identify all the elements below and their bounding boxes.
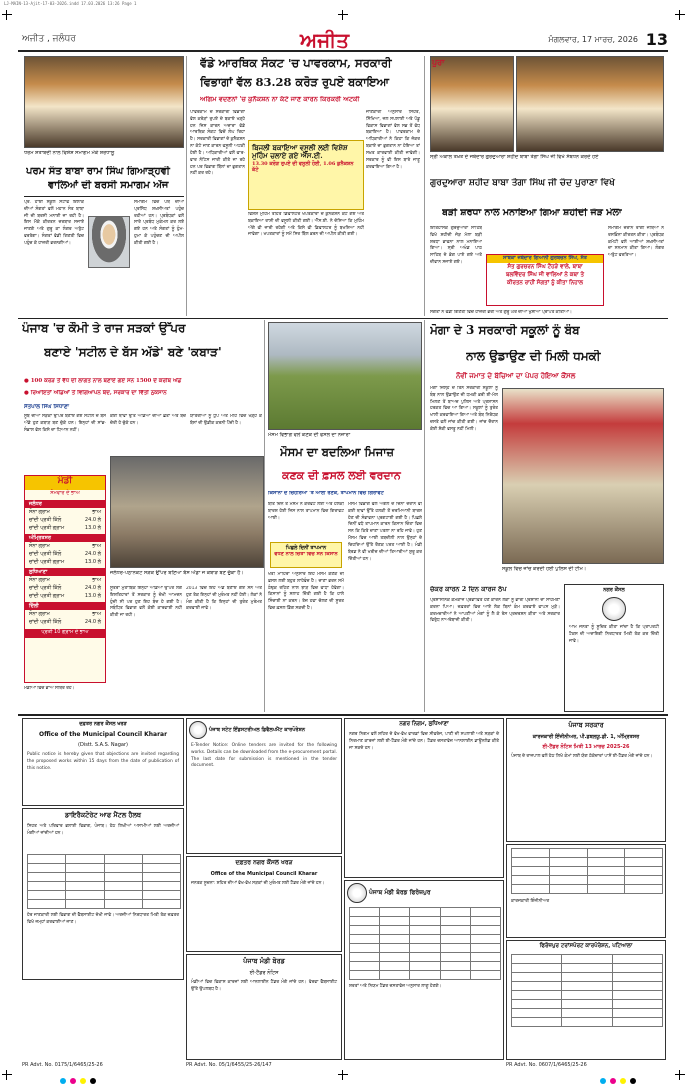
- table-cell: [66, 855, 104, 864]
- table-cell: [549, 876, 587, 885]
- seal-emblem: [602, 597, 626, 621]
- body-text: ਮੰਡੀਆਂ ਵਿਚ ਭਾਅ ਸਥਿਰ ਰਹੇ।: [24, 686, 75, 691]
- quote-line: ਵਧਣ ਨਾਲ ਚਿੰਤਾ ਵਿਚ ਸਨ ਕਿਸਾਨ: [274, 551, 338, 557]
- photo-caption: ਜਲੰਧਰ-ਪਠਾਨਕੋਟ ਸੜਕ ਉੱਪਰ ਬਣਿਆ ਬੱਸ ਅੱਡਾ ਜੋ ਕਬਾੜ ਬਣ ਚੁੱਕਾ ਹੈ।: [110, 570, 244, 576]
- table-cell: [512, 876, 550, 885]
- table-cell: [612, 982, 662, 991]
- table-cell: [612, 1018, 662, 1027]
- table-cell: [410, 944, 440, 953]
- seal-emblem: [347, 883, 367, 903]
- table-cell: [380, 917, 410, 926]
- table-cell: [104, 864, 142, 873]
- table-cell: [142, 873, 180, 882]
- table-cell: [66, 864, 104, 873]
- table-cell: [612, 973, 662, 982]
- registration-black: [630, 1078, 636, 1084]
- mandi-price: ਭਾਅ: [92, 611, 101, 617]
- table-cell: [410, 917, 440, 926]
- ferozepur-ad: [344, 880, 504, 1060]
- table-cell: [410, 962, 440, 971]
- ad-notice-line: ਈ-ਟੈਂਡਰ ਨੋਟਿਸ ਮਿਤੀ 13 ਮਾਰਚ 2025-26: [542, 744, 630, 750]
- body-text: ਕਈ ਥਾਵਾਂ ਉੱਤੇ ਅੱਡਿਆਂ ਦੀਆਂ ਛੱਤਾਂ ਅਤੇ ਬੈਂਚ ਚੋਰੀ ਹੋ ਚੁੱਕੇ ਹਨ।: [110, 414, 186, 426]
- mandi-item: ਚਾਂਦੀ ਪ੍ਰਤੀ ਗ੍ਰਾਮ: [29, 525, 65, 531]
- table-cell: [410, 908, 440, 917]
- mandi-rate-row: [25, 516, 105, 524]
- body-text: ਵਿਸ਼ੇਸ਼ ਮੁਹਿੰਮ ਤਹਿਤ ਡਿਫਾਲਟਰ ਖਪਤਕਾਰਾਂ ਦੇ ਕੁਨੈਕਸ਼ਨ ਕੱਟੇ ਗਏ ਅਤੇ ਬਕਾਇਆ ਰਾਸ਼ੀ ਦੀ ਵਸੂਲੀ ਕੀਤੀ ਗਈ। ਐੱਸ.ਈ. ਨੇ ਦੱਸਿਆ ਕਿ ਮੁਹਿੰਮ ਅੱਗੇ ਵੀ ਜਾਰੀ ਰਹੇਗੀ ਅਤੇ ਕਿਸੇ ਵੀ ਡਿਫਾਲਟਰ ਨੂੰ ਬਖਸ਼ਿਆ ਨਹੀਂ ਜਾਵੇਗਾ। ਖਪਤਕਾਰਾਂ ਨੂੰ ਸਮੇਂ ਸਿਰ ਬਿੱਲ ਭਰਨ ਦੀ ਅਪੀਲ ਕੀਤੀ ਗਈ।: [248, 212, 364, 238]
- mandi-item: ਸੋਨਾ ਗ੍ਰਾਮ: [29, 611, 50, 617]
- divider: [18, 318, 668, 319]
- table-cell: [562, 964, 612, 973]
- pwd-table-ad: [506, 844, 666, 938]
- ad-title: ਨਗਰ ਕੌਂਸਲ: [603, 587, 625, 593]
- table-cell: [350, 917, 380, 926]
- section-kicker: ਪੂਰਾ: [432, 58, 445, 67]
- photo-caption: ਸਕੂਲ ਵਿਚ ਜਾਂਚ ਕਰਦੀ ਹੋਈ ਪੁਲਿਸ ਦੀ ਟੀਮ।: [502, 566, 587, 572]
- registration-magenta: [70, 1078, 76, 1084]
- body-text: ਸਮਾਗਮ ਦੌਰਾਨ ਰਾਗੀ ਜਥਿਆਂ ਨੇ ਰਸਭਿੰਨਾ ਕੀਰਤਨ ਕੀਤਾ। ਪ੍ਰਬੰਧਕ ਕਮੇਟੀ ਵਲੋਂ ਆਈਆਂ ਸ਼ਖ਼ਸੀਅਤਾਂ ਦਾ ਸਨਮਾਨ ਕੀਤਾ ਗਿਆ। ਲੰਗਰ ਅਤੁੱਟ ਵਰਤਿਆ।: [608, 226, 664, 259]
- headline: ਮੋਗਾ ਦੇ 3 ਸਰਕਾਰੀ ਸਕੂਲਾਂ ਨੂੰ ਬੰਬ: [430, 324, 580, 337]
- seal-emblem: [189, 721, 207, 739]
- mandi-city: ਲੁਧਿਆਣਾ: [25, 568, 105, 576]
- headline: ਵੱਡੇ ਆਰਥਿਕ ਸੰਕਟ 'ਚ ਪਾਵਰਕਾਮ, ਸਰਕਾਰੀ: [200, 57, 392, 70]
- box-line: ਸੰਤ ਗੁਰਚਰਨ ਸਿੰਘ ਟੌਹੜੇ ਵਾਲੇ, ਬਾਬਾ: [507, 263, 583, 270]
- mandi-item: ਚਾਂਦੀ ਪ੍ਰਤੀ ਕਿੱਲੋ: [29, 517, 62, 523]
- ad-body: ਸਿਹਤ ਅਤੇ ਪਰਿਵਾਰ ਭਲਾਈ ਵਿਭਾਗ, ਪੰਜਾਬ। ਹੇਠ ਲਿਖੀਆਂ ਅਸਾਮੀਆਂ ਲਈ ਅਰਜ਼ੀਆਂ ਮੰਗੀਆਂ ਜਾਂਦੀਆਂ ਹਨ।: [27, 824, 179, 836]
- registration-black: [90, 1078, 96, 1084]
- table-cell: [470, 908, 500, 917]
- kharar-ad: [186, 856, 342, 952]
- inset-subtitle: 13.30 ਕਰੋੜ ਰੁਪਏ ਦੀ ਵਸੂਲੀ ਹੋਈ, 1.06 ਕੁਨੈਕਸ਼ਨ ਕੱਟੇ: [252, 161, 354, 173]
- table-cell: [562, 982, 612, 991]
- mandi-rate-row: [25, 542, 105, 550]
- table-cell: [410, 971, 440, 980]
- ad-body: ਹੋਰ ਜਾਣਕਾਰੀ ਲਈ ਵਿਭਾਗ ਦੀ ਵੈੱਬਸਾਈਟ ਦੇਖੀ ਜਾਵੇ। ਅਰਜ਼ੀਆਂ ਨਿਰਧਾਰਤ ਮਿਤੀ ਤੱਕ ਦਫ਼ਤਰ ਵਿਖੇ ਜਮ੍ਹਾਂ ਕਰਵਾਈਆਂ ਜਾਣ।: [27, 913, 179, 925]
- table-cell: [587, 858, 625, 867]
- ad-subtitle: ਕਾਰਜਕਾਰੀ ਇੰਜੀਨੀਅਰ, ਪੀ.ਡਬਲਯੂ.ਡੀ. 1, ਅੰਮ੍ਰਿਤਸਰ: [532, 734, 640, 740]
- table-cell: [380, 971, 410, 980]
- mandi-price: ਭਾਅ: [92, 509, 101, 515]
- registration-yellow: [80, 1078, 86, 1084]
- table-cell: [470, 917, 500, 926]
- mandi-groups: [25, 500, 105, 626]
- body-text: 2013 ਵਿਚ ਇਹ ਅੱਡੇ ਬਣਾਏ ਗਏ ਸਨ ਅਤੇ ਹੁਣ ਤੱਕ ਇਨ੍ਹਾਂ ਦੀ ਮੁਰੰਮਤ ਨਹੀਂ ਹੋਈ। ਲੋਕਾਂ ਨੇ ਮੰਗ ਕੀਤੀ ਹੈ ਕਿ ਇਨ੍ਹਾਂ ਦੀ ਤੁਰੰਤ ਮੁਰੰਮਤ ਕਰਵਾਈ ਜਾਵੇ।: [186, 586, 262, 612]
- ceremony-photo: [24, 56, 184, 148]
- ad-table: [349, 907, 501, 980]
- table-cell: [66, 882, 104, 891]
- body-text: ਮੌਸਮ ਵਿਭਾਗ ਵਲੋਂ ਅਗਲੇ ਦੋ ਦਿਨਾਂ ਦੌਰਾਨ ਵੀ ਕਈ ਥਾਵਾਂ ਉੱਤੇ ਹਲਕੀ ਤੋਂ ਦਰਮਿਆਨੀ ਬਾਰਸ਼ ਹੋਣ ਦੀ ਸੰਭਾਵਨਾ ਪ੍ਰਗਟਾਈ ਗਈ ਹੈ। ਪਿਛਲੇ ਦਿਨੀਂ ਵਧੇ ਤਾਪਮਾਨ ਕਾਰਨ ਕਿਸਾਨ ਚਿੰਤਾ ਵਿਚ ਸਨ ਕਿ ਕਿਤੇ ਦਾਣਾ ਪਤਲਾ ਨਾ ਰਹਿ ਜਾਵੇ। ਹੁਣ ਮੌਸਮ ਵਿਚ ਆਈ ਤਬਦੀਲੀ ਨਾਲ ਉਨ੍ਹਾਂ ਦੇ ਚਿਹਰਿਆਂ ਉੱਤੇ ਰੌਣਕ ਪਰਤ ਆਈ ਹੈ। ਮੰਡੀ ਬੋਰਡ ਨੇ ਵੀ ਖਰੀਦ ਦੀਆਂ ਤਿਆਰੀਆਂ ਸ਼ੁਰੂ ਕਰ ਦਿੱਤੀਆਂ ਹਨ।: [348, 502, 422, 562]
- table-cell: [28, 855, 66, 864]
- table-cell: [66, 900, 104, 909]
- pr-number: PR Advt. No. 05/1/6455/25-26/147: [186, 1062, 272, 1068]
- body-text: ਖੇਤੀ ਮਾਹਿਰਾਂ ਅਨੁਸਾਰ ਇਹ ਮੌਸਮ ਕਣਕ ਦੀ ਫ਼ਸਲ ਲਈ ਬਹੁਤ ਲਾਹੇਵੰਦ ਹੈ। ਦਾਣਾ ਭਰਨ ਸਮੇਂ ਠੰਢਕ ਰਹਿਣ ਨਾਲ ਝਾੜ ਵਿਚ ਵਾਧਾ ਹੋਵੇਗਾ। ਕਿਸਾਨਾਂ ਨੂੰ ਸਲਾਹ ਦਿੱਤੀ ਗਈ ਹੈ ਕਿ ਹਾਲੇ ਸਿੰਚਾਈ ਨਾ ਕਰਨ। ਤੇਜ਼ ਹਵਾ ਚੱਲਣ ਦੀ ਸੂਰਤ ਵਿਚ ਫ਼ਸਲ ਡਿੱਗ ਸਕਦੀ ਹੈ।: [268, 572, 344, 612]
- table-cell: [350, 971, 380, 980]
- table-cell: [470, 926, 500, 935]
- bullet-point: [24, 378, 262, 384]
- box-line: ਕੀਰਤਨ ਰਾਹੀਂ ਸੰਗਤਾਂ ਨੂੰ ਕੀਤਾ ਨਿਹਾਲ: [507, 280, 583, 287]
- headline: ਪਰਮ ਸੰਤ ਬਾਬਾ ਰਾਮ ਸਿੰਘ ਗਿਆੜ੍ਹਵੀ: [26, 166, 170, 177]
- table-cell: [587, 876, 625, 885]
- masthead-logo: ਅਜੀਤ: [300, 28, 350, 52]
- table-cell: [549, 858, 587, 867]
- mandi-city: ਦਿੱਲੀ: [25, 602, 105, 610]
- mandi-price: 24.0 ਲੱ: [84, 517, 101, 523]
- column-rule: [186, 56, 187, 316]
- mandi-rate-row: [25, 558, 105, 566]
- ad-title: ਪੰਜਾਬ ਸਰਕਾਰ: [568, 721, 604, 729]
- mandi-title: ਮੰਡੀ: [25, 476, 105, 490]
- table-cell: [104, 855, 142, 864]
- table-cell: [612, 1000, 662, 1009]
- table-cell: [512, 991, 562, 1000]
- ad-title: ਦਫ਼ਤਰ ਨਗਰ ਕੌਂਸਲ ਖਰੜ: [79, 721, 127, 727]
- mandi-rate-row: [25, 592, 105, 600]
- table-cell: [587, 885, 625, 894]
- body-text: ਮੋਗਾ ਜ਼ਿਲ੍ਹੇ ਦੇ ਤਿੰਨ ਸਰਕਾਰੀ ਸਕੂਲਾਂ ਨੂੰ ਬੰਬ ਨਾਲ ਉਡਾਉਣ ਦੀ ਧਮਕੀ ਭਰੀ ਈ-ਮੇਲ ਮਿਲਣ ਤੋਂ ਬਾਅਦ ਪੁਲਿਸ ਅਤੇ ਪ੍ਰਸ਼ਾਸਨ ਹਰਕਤ ਵਿਚ ਆ ਗਿਆ। ਸਕੂਲਾਂ ਨੂੰ ਤੁਰੰਤ ਖਾਲੀ ਕਰਵਾਇਆ ਗਿਆ ਅਤੇ ਬੰਬ ਨਿਰੋਧਕ ਦਸਤੇ ਵਲੋਂ ਜਾਂਚ ਕੀਤੀ ਗਈ। ਜਾਂਚ ਦੌਰਾਨ ਕੋਈ ਸ਼ੱਕੀ ਵਸਤੂ ਨਹੀਂ ਮਿਲੀ।: [430, 386, 498, 432]
- ad-body: ਕਾਰਜਕਾਰੀ ਇੰਜੀਨੀਅਰ: [511, 899, 550, 904]
- table-cell: [562, 1009, 612, 1018]
- notice-ad: [564, 584, 664, 712]
- table-cell: [350, 953, 380, 962]
- table-cell: [625, 849, 663, 858]
- table-cell: [549, 885, 587, 894]
- table-cell: [380, 908, 410, 917]
- table-cell: [410, 935, 440, 944]
- quote-box: [270, 542, 342, 568]
- print-slug: LJ-MAIN-13-Ajit-17-03-2026.indd 17.03.2026 13:26 Page 1: [4, 1, 137, 6]
- mandi-city: ਜਲੰਧਰ: [25, 500, 105, 508]
- subheadline: ਨੌਵੀਂ ਜਮਾਤ ਦੇ ਬੱਚਿਆਂ ਦਾ ਪੇਪਰ ਹੋਇਆ ਕੈਂਸਲ: [456, 372, 576, 380]
- mandi-price: 13.0 ਲੱ: [84, 593, 101, 599]
- photo-caption: ਧਰਮ ਸ਼ਤਾਬਦੀ ਨਾਲ ਵਿਸ਼ੇਸ਼ ਸਮਾਗਮ ਮੌਕੇ ਸ਼ਰਧਾਲੂ: [24, 150, 115, 156]
- mandi-price: 13.0 ਲੱ: [84, 525, 101, 531]
- inset-title: ਬਿਜਲੀ ਬਕਾਇਆ ਵਸੂਲੀ ਲਈ ਵਿਸ਼ੇਸ਼ ਮੁਹਿੰਮ ਚਲਾਏ ਗਏ ਐੱਸ.ਈ.: [252, 143, 348, 161]
- table-cell: [28, 900, 66, 909]
- body-text: ਸੂਬੇ ਦੀਆਂ ਸੜਕਾਂ ਉੱਪਰ ਬਣਾਏ ਗਏ ਸਟੀਲ ਦੇ ਬੱਸ ਅੱਡੇ ਹੁਣ ਕਬਾੜ ਬਣ ਚੁੱਕੇ ਹਨ। ਇਨ੍ਹਾਂ ਦੀ ਸਾਂਭ-ਸੰਭਾਲ ਵੱਲ ਕਿਸੇ ਦਾ ਧਿਆਨ ਨਹੀਂ।: [24, 414, 106, 433]
- table-cell: [625, 867, 663, 876]
- table-cell: [470, 971, 500, 980]
- table-cell: [470, 935, 500, 944]
- box-line: ਬਲਵਿੰਦਰ ਸਿੰਘ ਜੀ ਵਾਲਿਆਂ ਨੇ ਕਥਾ ਤੇ: [506, 272, 584, 279]
- table-cell: [612, 955, 662, 964]
- table-cell: [440, 917, 470, 926]
- table-cell: [104, 882, 142, 891]
- column-rule: [424, 320, 425, 712]
- portrait-photo: [88, 216, 130, 268]
- ad-header: [187, 719, 341, 741]
- table-cell: [512, 973, 562, 982]
- ad-subtitle: Office of the Municipal Council Kharar: [210, 871, 318, 877]
- mandi-rates-box: [24, 475, 106, 683]
- bus-stand-photo: [110, 456, 264, 568]
- ad-body: ਜਨਤਕ ਸੂਚਨਾ: ਸ਼ਹਿਰ ਦੀਆਂ ਵੱਖ-ਵੱਖ ਸੜਕਾਂ ਦੀ ਮੁਰੰਮਤ ਲਈ ਟੈਂਡਰ ਮੰਗੇ ਜਾਂਦੇ ਹਨ।: [191, 881, 325, 886]
- table-cell: [562, 973, 612, 982]
- table-cell: [612, 1009, 662, 1018]
- crop-mark: [675, 10, 685, 20]
- mandi-price: ਭਾਅ: [92, 577, 101, 583]
- quote-line: ਪਿਛਲੇ ਦਿਨੀਂ ਤਾਪਮਾਨ: [285, 545, 327, 551]
- ad-title: ਫਿਰੋਜ਼ਪੁਰ ਟਰਾਂਸਪੋਰਟ ਕਾਰਪੋਰੇਸ਼ਨ, ਪਟਿਆਲਾ: [539, 943, 633, 949]
- ad-header: [345, 881, 503, 905]
- masthead-section: ਅਜੀਤ , ਜਲੰਧਰ: [22, 34, 76, 44]
- ad-body: ਪੰਜਾਬ ਦੇ ਰਾਜਪਾਲ ਵਲੋਂ ਹੇਠ ਲਿਖੇ ਕੰਮਾਂ ਲਈ ਯੋਗ ਠੇਕੇਦਾਰਾਂ ਪਾਸੋਂ ਈ-ਟੈਂਡਰ ਮੰਗੇ ਜਾਂਦੇ ਹਨ।: [511, 754, 653, 759]
- ad-table: [511, 954, 663, 1027]
- table-cell: [104, 891, 142, 900]
- ad-subtitle: ਈ-ਟੈਂਡਰ ਨੋਟਿਸ: [249, 970, 279, 976]
- mandi-item: ਸੋਨਾ ਗ੍ਰਾਮ: [29, 543, 50, 549]
- ad-body: Public notice is hereby given that objections are invited regarding the proposed works within 15 days from the date of publication of this notice.: [27, 752, 179, 771]
- table-cell: [512, 885, 550, 894]
- table-cell: [142, 864, 180, 873]
- ad-title: ਦਫ਼ਤਰ ਨਗਰ ਕੌਂਸਲ ਖਰੜ: [235, 859, 293, 866]
- gathering-photo: [516, 56, 664, 152]
- table-cell: [350, 962, 380, 971]
- mandi-rate-row: [25, 550, 105, 558]
- crop-mark: [2, 10, 12, 20]
- registration-magenta: [610, 1078, 616, 1084]
- headline: ਵਾਲਿਆਂ ਦੀ ਬਰਸੀ ਸਮਾਗਮ ਅੱਜ: [48, 180, 169, 191]
- headline: ਬੜੀ ਸ਼ਰਧਾ ਨਾਲ ਮਨਾਇਆ ਗਿਆ ਸ਼ਹੀਦੀ ਜੋੜ ਮੇਲਾ: [442, 208, 622, 218]
- photo-caption: ਮੌਸਮ ਵਿਭਾਗ ਵਲੋਂ ਕਣਕ ਦੀ ਫਸਲ ਦਾ ਨਜ਼ਾਰਾ: [268, 432, 351, 438]
- table-cell: [440, 971, 470, 980]
- mandi-rate-row: [25, 584, 105, 592]
- mandi-item: ਚਾਂਦੀ ਪ੍ਰਤੀ ਕਿੱਲੋ: [29, 619, 62, 625]
- table-cell: [380, 935, 410, 944]
- table-cell: [440, 944, 470, 953]
- mandi-price: 24.0 ਲੱ: [84, 551, 101, 557]
- ad-body: ਨਗਰ ਨਿਗਮ ਵਲੋਂ ਸ਼ਹਿਰ ਦੇ ਵੱਖ-ਵੱਖ ਵਾਰਡਾਂ ਵਿਚ ਸੀਵਰੇਜ, ਪਾਣੀ ਦੀ ਸਪਲਾਈ ਅਤੇ ਸੜਕਾਂ ਦੇ ਨਿਰਮਾਣ ਕਾਰਜਾਂ ਲਈ ਈ-ਟੈਂਡਰ ਮੰਗੇ ਜਾਂਦੇ ਹਨ। ਟੈਂਡਰ ਦਸਤਾਵੇਜ਼ ਆਨਲਾਈਨ ਡਾਊਨਲੋਡ ਕੀਤੇ ਜਾ ਸਕਦੇ ਹਨ।: [349, 732, 499, 751]
- punjab-govt-ad: [506, 718, 666, 842]
- ad-body: E-Tender Notice: Online tenders are invited for the following works. Details can be downloaded from the e-procurement portal. The last date for submission is mentioned in the tender document.: [191, 743, 337, 769]
- crop-mark: [338, 1070, 348, 1080]
- table-cell: [512, 955, 562, 964]
- ad-title: ਪੰਜਾਬ ਸਟੇਟ ਇੰਡਸਟਰੀਅਲ ਡਿਵੈਲਪਮੈਂਟ ਕਾਰਪੋਰੇਸ਼ਨ: [209, 727, 305, 733]
- table-cell: [28, 873, 66, 882]
- table-cell: [28, 891, 66, 900]
- table-cell: [612, 964, 662, 973]
- body-text: ਸੰਗਤਾਂ ਨੇ ਵੱਡੀ ਗਿਣਤੀ ਵਿਚ ਹਾਜ਼ਰੀ ਭਰੀ ਅਤੇ ਗੁਰੂ ਘਰ ਦੀਆਂ ਖੁਸ਼ੀਆਂ ਪ੍ਰਾਪਤ ਕੀਤੀਆਂ।: [430, 310, 572, 315]
- pr-number: PR Advt. No. 0175/1/6465/25-26: [22, 1062, 103, 1068]
- table-cell: [142, 855, 180, 864]
- health-ad: [22, 808, 184, 980]
- mandi-subtitle: ਸੋਮਵਾਰ ਦੇ ਭਾਅ: [50, 490, 80, 496]
- ad-body: ਆਮ ਜਨਤਾ ਨੂੰ ਸੂਚਿਤ ਕੀਤਾ ਜਾਂਦਾ ਹੈ ਕਿ ਪ੍ਰਾਪਰਟੀ ਟੈਕਸ ਦੀ ਅਦਾਇਗੀ ਨਿਰਧਾਰਤ ਮਿਤੀ ਤੱਕ ਕਰ ਦਿੱਤੀ ਜਾਵੇ।: [569, 625, 659, 644]
- body-text: ਸਮਾਗਮ ਵਿਚ ਪੰਥ ਦੀਆਂ ਪ੍ਰਸਿੱਧ ਸ਼ਖ਼ਸੀਅਤਾਂ ਪਹੁੰਚ ਰਹੀਆਂ ਹਨ। ਪ੍ਰਬੰਧਕਾਂ ਵਲੋਂ ਸਾਰੇ ਪ੍ਰਬੰਧ ਮੁਕੰਮਲ ਕਰ ਲਏ ਗਏ ਹਨ ਅਤੇ ਸੰਗਤਾਂ ਨੂੰ ਹੁੰਮ-ਹੁਮਾ ਕੇ ਪਹੁੰਚਣ ਦੀ ਅਪੀਲ ਕੀਤੀ ਗਈ ਹੈ।: [134, 200, 184, 246]
- subheadline: ਅਗਿਮ ਵਦਣਨਾਂ 'ਚ ਕੁਨੈਕਸ਼ਨ ਨਾ ਕੱਟੇ ਜਾਣ ਕਾਰਨ ਕਿਰਕਰੀ ਅਟਕੀ: [200, 96, 360, 103]
- registration-cyan: [60, 1078, 66, 1084]
- table-cell: [104, 900, 142, 909]
- column-rule: [424, 56, 425, 316]
- headline: ਪੰਜਾਬ 'ਚ ਕੌਮੀ ਤੇ ਰਾਜ ਸੜਕਾਂ ਉੱਪਰ: [22, 322, 186, 335]
- box-line: ਸਾਬਕਾ ਜਥੇਦਾਰ ਗਿਆਨੀ ਗੁਰਬਚਨ ਸਿੰਘ, ਸੰਤ: [487, 255, 603, 263]
- registration-cyan: [600, 1078, 606, 1084]
- table-cell: [470, 944, 500, 953]
- photo-caption: ਸ੍ਰੀ ਅਕਾਲ ਤਖ਼ਤ ਦੇ ਜਥੇਦਾਰ ਗੁਰਦੁਆਰਾ ਸ਼ਹੀਦ ਬਾਬਾ ਤੇਗਾ ਸਿੰਘ ਜੀ ਵਿਖੇ ਸੰਬੋਧਨ ਕਰਦੇ ਹੋਏ: [430, 154, 599, 160]
- mandi-price: ਭਾਅ: [92, 543, 101, 549]
- ad-body: ਸ਼ਰਤਾਂ ਅਤੇ ਨਿਯਮ ਟੈਂਡਰ ਦਸਤਾਵੇਜ਼ ਅਨੁਸਾਰ ਲਾਗੂ ਹੋਣਗੇ।: [349, 984, 442, 989]
- body-text: ਯਾਤਰੀਆਂ ਨੂੰ ਧੁੱਪ ਅਤੇ ਮੀਂਹ ਵਿਚ ਖੜ੍ਹ ਕੇ ਬੱਸਾਂ ਦੀ ਉਡੀਕ ਕਰਨੀ ਪੈਂਦੀ ਹੈ।: [190, 414, 262, 426]
- mandi-rate-row: [25, 576, 105, 584]
- body-text: ਇਤਿਹਾਸਕ ਗੁਰਦੁਆਰਾ ਸਾਹਿਬ ਵਿਖੇ ਸ਼ਹੀਦੀ ਜੋੜ ਮੇਲਾ ਬੜੀ ਸ਼ਰਧਾ ਭਾਵਨਾ ਨਾਲ ਮਨਾਇਆ ਗਿਆ। ਸ੍ਰੀ ਅਖੰਡ ਪਾਠ ਸਾਹਿਬ ਦੇ ਭੋਗ ਪਾਏ ਗਏ ਅਤੇ ਦੀਵਾਨ ਸਜਾਏ ਗਏ।: [430, 226, 482, 266]
- table-cell: [549, 867, 587, 876]
- ad-title: ਨਗਰ ਨਿਗਮ, ਲੁਧਿਆਣਾ: [399, 721, 449, 727]
- table-cell: [512, 867, 550, 876]
- headline: ਕਣਕ ਦੀ ਫ਼ਸਲ ਲਈ ਵਰਦਾਨ: [282, 470, 401, 482]
- column-rule: [264, 320, 265, 712]
- table-cell: [440, 908, 470, 917]
- table-cell: [410, 953, 440, 962]
- mandi-item: ਚਾਂਦੀ ਪ੍ਰਤੀ ਗ੍ਰਾਮ: [29, 559, 65, 565]
- mandi-item: ਚਾਂਦੀ ਪ੍ਰਤੀ ਕਿੱਲੋ: [29, 551, 62, 557]
- table-cell: [512, 1000, 562, 1009]
- highlight-box: [486, 254, 604, 306]
- table-cell: [440, 962, 470, 971]
- headline: ਨਾਲ ਉਡਾਉਣ ਦੀ ਮਿਲੀ ਧਮਕੀ: [466, 350, 601, 363]
- transport-ad: [506, 940, 666, 1060]
- mandi-item: ਚਾਂਦੀ ਪ੍ਰਤੀ ਕਿੱਲੋ: [29, 585, 62, 591]
- table-cell: [562, 991, 612, 1000]
- subheadline: ਕਿਸਾਨਾਂ ਦੇ ਚਿਹਰਿਆਂ 'ਤੇ ਆਈ ਰੌਣਕ, ਤਾਪਮਾਨ ਵਿਚ ਗਿਰਾਵਟ: [268, 491, 384, 496]
- table-cell: [512, 1009, 562, 1018]
- table-cell: [380, 926, 410, 935]
- ad-table: [27, 854, 181, 909]
- table-cell: [380, 953, 410, 962]
- headline: ਚੱਕਰ ਕਾਰਨ 2 ਦਿਨ ਕਾਰਜ ਠੱਪ: [430, 586, 507, 593]
- ad-body: ਮੰਡੀਆਂ ਵਿਚ ਵਿਕਾਸ ਕਾਰਜਾਂ ਲਈ ਆਨਲਾਈਨ ਟੈਂਡਰ ਮੰਗੇ ਜਾਂਦੇ ਹਨ। ਵੇਰਵਾ ਵੈੱਬਸਾਈਟ ਉੱਤੇ ਉਪਲਬਧ ਹੈ।: [191, 980, 337, 992]
- table-cell: [587, 849, 625, 858]
- body-text: ਪਾਵਰਕਾਮ ਦੇ ਸਰਕਾਰੀ ਵਿਭਾਗਾਂ ਵੱਲ ਕਰੋੜਾਂ ਰੁਪਏ ਦੇ ਬਕਾਏ ਖੜ੍ਹੇ ਹਨ ਜਿਸ ਕਾਰਨ ਅਦਾਰਾ ਵੱਡੇ ਆਰਥਿਕ ਸੰਕਟ ਵਿਚੋਂ ਲੰਘ ਰਿਹਾ ਹੈ। ਸਰਕਾਰੀ ਵਿਭਾਗਾਂ ਦੇ ਕੁਨੈਕਸ਼ਨ ਨਾ ਕੱਟੇ ਜਾਣ ਕਾਰਨ ਵਸੂਲੀ ਅਟਕੀ ਹੋਈ ਹੈ। ਅਧਿਕਾਰੀਆਂ ਵਲੋਂ ਵਾਰ-ਵਾਰ ਨੋਟਿਸ ਜਾਰੀ ਕੀਤੇ ਜਾ ਰਹੇ ਹਨ ਪਰ ਵਿਭਾਗ ਬਿੱਲਾਂ ਦਾ ਭੁਗਤਾਨ ਨਹੀਂ ਕਰ ਰਹੇ।: [190, 110, 245, 177]
- mandi-item: ਸੋਨਾ ਗ੍ਰਾਮ: [29, 509, 50, 515]
- mandi-rate-row: [25, 508, 105, 516]
- table-cell: [612, 991, 662, 1000]
- bullet-icon: ●: [24, 390, 31, 396]
- table-cell: [562, 1000, 612, 1009]
- table-cell: [380, 962, 410, 971]
- table-cell: [28, 882, 66, 891]
- table-cell: [440, 953, 470, 962]
- mandi-item: ਸੋਨਾ ਗ੍ਰਾਮ: [29, 577, 50, 583]
- ad-subtitle: (Distt. S.A.S. Nagar): [78, 742, 128, 748]
- headline: ਮੌਸਮ ਦਾ ਬਦਲਿਆ ਮਿਜਾਜ਼: [280, 446, 395, 459]
- bullet-icon: ●: [24, 378, 31, 384]
- headline: ਗੁਰਦੁਆਰਾ ਸ਼ਹੀਦ ਬਾਬਾ ਤੇਗਾ ਸਿੰਘ ਜੀ ਚੰਦ ਪੁਰਾਣਾ ਵਿਖੇ: [430, 178, 615, 188]
- table-cell: [410, 926, 440, 935]
- mandi-price: 24.0 ਲੱ: [84, 585, 101, 591]
- table-cell: [142, 891, 180, 900]
- table-cell: [66, 873, 104, 882]
- table-cell: [440, 935, 470, 944]
- mandi-rate-row: [25, 610, 105, 618]
- table-cell: [512, 1018, 562, 1027]
- body-text: ਪ੍ਰਸ਼ਾਸਨਿਕ ਕੰਮਕਾਜ ਪ੍ਰਭਾਵਿਤ ਹੋਣ ਕਾਰਨ ਲੋਕਾਂ ਨੂੰ ਭਾਰੀ ਪ੍ਰੇਸ਼ਾਨੀ ਦਾ ਸਾਹਮਣਾ ਕਰਨਾ ਪਿਆ। ਦਫ਼ਤਰਾਂ ਵਿਚ ਆਏ ਲੋਕ ਬਿਨਾਂ ਕੰਮ ਕਰਵਾਏ ਵਾਪਸ ਮੁੜੇ। ਕਰਮਚਾਰੀਆਂ ਨੇ ਆਪਣੀਆਂ ਮੰਗਾਂ ਨੂੰ ਲੈ ਕੇ ਰੋਸ ਪ੍ਰਦਰਸ਼ਨ ਕੀਤਾ ਅਤੇ ਸਰਕਾਰ ਵਿਰੁੱਧ ਨਾਅਰੇਬਾਜ਼ੀ ਕੀਤੀ।: [430, 598, 560, 624]
- masthead: [18, 30, 668, 52]
- table-cell: [512, 964, 562, 973]
- table-cell: [470, 962, 500, 971]
- table-cell: [470, 953, 500, 962]
- mandi-rate-row: [25, 524, 105, 532]
- crop-mark: [675, 1070, 685, 1080]
- headline: ਬਣਾਏ 'ਸਟੀਲ ਦੇ ਬੱਸ ਅੱਡੇ' ਬਣੇ 'ਕਬਾੜ': [44, 346, 222, 359]
- headline: ਵਿਭਾਗਾਂ ਵੱਲ 83.28 ਕਰੋੜ ਰੁਪਏ ਬਕਾਇਆ: [200, 76, 389, 89]
- tender-ad: [186, 718, 342, 854]
- table-cell: [350, 935, 380, 944]
- bullet-text: 100 ਕਰੋੜ ਤੋਂ ਵੱਧ ਦੀ ਲਾਗਤ ਨਾਲ ਬਣਾਏ ਗਏ ਸਨ 1500 ਦੇ ਕਰੀਬ ਅੱਡੇ: [30, 378, 182, 384]
- table-cell: [104, 873, 142, 882]
- crop-mark: [338, 10, 348, 20]
- masthead-date: ਮੰਗਲਵਾਰ, 17 ਮਾਰਚ, 2026: [548, 35, 638, 44]
- municipal-corp-ad: [344, 718, 504, 878]
- table-cell: [28, 864, 66, 873]
- table-cell: [512, 849, 550, 858]
- inset-box: [248, 140, 364, 210]
- table-cell: [625, 876, 663, 885]
- mandi-rate-row: [25, 618, 105, 626]
- body-text: ਬੀਤੇ ਦਿਨ ਤੋਂ ਮੌਸਮ ਨੇ ਕਰਵਟ ਲਈ ਅਤੇ ਹਲਕੀ ਬਾਰਸ਼ ਹੋਈ ਜਿਸ ਨਾਲ ਤਾਪਮਾਨ ਵਿਚ ਗਿਰਾਵਟ ਆਈ।: [268, 502, 344, 521]
- table-cell: [512, 858, 550, 867]
- school-photo: [502, 388, 664, 564]
- divider: [24, 196, 184, 197]
- mandi-item: ਚਾਂਦੀ ਪ੍ਰਤੀ ਗ੍ਰਾਮ: [29, 593, 65, 599]
- crop-mark: [2, 1070, 12, 1080]
- ad-title: Office of the Municipal Council Kharar: [38, 731, 168, 738]
- table-cell: [440, 926, 470, 935]
- bullet-point: [24, 390, 262, 396]
- mandi-price: 13.0 ਲੱ: [84, 559, 101, 565]
- registration-yellow: [620, 1078, 626, 1084]
- table-cell: [625, 858, 663, 867]
- byline: ਸੰਤਪਾਲ ਸਿੰਘ ਸਿਧਾਣਾ: [24, 404, 70, 410]
- bullet-text: ਰਿਆਇਤਾਂ ਅੱਡਿਆਂ ਤੋਂ ਵਿਗਿਆਪਨ ਬੰਦ, ਸਰਕਾਰ ਦਾ ਵਿੱਤੀ ਨੁਕਸਾਨ: [30, 390, 167, 396]
- pr-number: PR Advt. No. 0607/1/6465/25-26: [506, 1062, 587, 1068]
- table-cell: [142, 900, 180, 909]
- mandi-price: 24.0 ਲੱ: [84, 619, 101, 625]
- mandi-city: ਅੰਮ੍ਰਿਤਸਰ: [25, 534, 105, 542]
- municipal-ad: [22, 718, 184, 806]
- table-cell: [350, 944, 380, 953]
- page-number: 13: [645, 30, 668, 49]
- table-cell: [625, 885, 663, 894]
- divider: [18, 714, 668, 716]
- mandi-footer: ਪ੍ਰਤੀ 10 ਗ੍ਰਾਮ ਦੇ ਭਾਅ: [25, 629, 105, 638]
- ad-title: ਪੰਜਾਬ ਮੰਡੀ ਬੋਰਡ ਫਿਰੋਜ਼ਪੁਰ: [369, 889, 431, 896]
- ad-title: ਪੰਜਾਬ ਮੰਡੀ ਬੋਰਡ: [243, 957, 285, 965]
- table-cell: [142, 882, 180, 891]
- ad-title: ਡਾਇਰੈਕਟੋਰੇਟ ਆਫ ਮੈਂਟਲ ਹੈਲਥ: [64, 811, 141, 819]
- mandi-board-ad: [186, 954, 342, 1060]
- ad-table: [511, 848, 663, 894]
- table-cell: [549, 849, 587, 858]
- body-text: ਜਾਣਕਾਰੀ ਅਨੁਸਾਰ ਸਿਹਤ, ਸਿੱਖਿਆ, ਜਲ ਸਪਲਾਈ ਅਤੇ ਪੇਂਡੂ ਵਿਕਾਸ ਵਿਭਾਗਾਂ ਵੱਲ ਸਭ ਤੋਂ ਵੱਧ ਬਕਾਇਆ ਹੈ। ਪਾਵਰਕਾਮ ਦੇ ਅਧਿਕਾਰੀਆਂ ਨੇ ਕਿਹਾ ਕਿ ਜੇਕਰ ਬਕਾਏ ਦਾ ਭੁਗਤਾਨ ਨਾ ਹੋਇਆ ਤਾਂ ਸਖ਼ਤ ਕਾਰਵਾਈ ਕੀਤੀ ਜਾਵੇਗੀ। ਸਰਕਾਰ ਨੂੰ ਵੀ ਇਸ ਬਾਰੇ ਜਾਣੂ ਕਰਵਾਇਆ ਗਿਆ ਹੈ।: [366, 110, 420, 170]
- body-text: ਪ੍ਰ. ਹਾਈ ਸਕੂਲ ਸਟਾਫ ਇਲਾਕੇ ਦੀਆਂ ਸੰਗਤਾਂ ਵਲੋਂ ਮਹਾਨ ਸੰਤ ਬਾਬਾ ਜੀ ਦੀ ਬਰਸੀ ਮਨਾਈ ਜਾ ਰਹੀ ਹੈ। ਇਸ ਮੌਕੇ ਕੀਰਤਨ ਦਰਬਾਰ ਸਜਾਏ ਜਾਣਗੇ ਅਤੇ ਗੁਰੂ ਕਾ ਲੰਗਰ ਅਤੁੱਟ ਵਰਤੇਗਾ। ਸੰਗਤਾਂ ਵੱਡੀ ਗਿਣਤੀ ਵਿਚ ਪਹੁੰਚ ਕੇ ਹਾਜ਼ਰੀ ਭਰਨਗੀਆਂ।: [24, 200, 84, 246]
- table-cell: [562, 955, 612, 964]
- wheat-field-photo: [268, 322, 422, 430]
- stage-photo: [430, 56, 514, 152]
- table-cell: [66, 891, 104, 900]
- table-cell: [350, 908, 380, 917]
- table-cell: [562, 1018, 612, 1027]
- table-cell: [587, 867, 625, 876]
- table-cell: [512, 982, 562, 991]
- table-cell: [350, 926, 380, 935]
- body-text: ਸੂਤਰਾਂ ਮੁਤਾਬਿਕ ਇਨ੍ਹਾਂ ਅੱਡਿਆਂ ਉੱਪਰ ਲੱਗੇ ਇਸ਼ਤਿਹਾਰਾਂ ਤੋਂ ਸਰਕਾਰ ਨੂੰ ਚੋਖੀ ਆਮਦਨ ਹੁੰਦੀ ਸੀ ਪਰ ਹੁਣ ਇਹ ਬੰਦ ਹੋ ਗਈ ਹੈ। ਸਬੰਧਿਤ ਵਿਭਾਗ ਵਲੋਂ ਕੋਈ ਕਾਰਵਾਈ ਨਹੀਂ ਕੀਤੀ ਜਾ ਰਹੀ।: [110, 586, 182, 619]
- table-cell: [380, 944, 410, 953]
